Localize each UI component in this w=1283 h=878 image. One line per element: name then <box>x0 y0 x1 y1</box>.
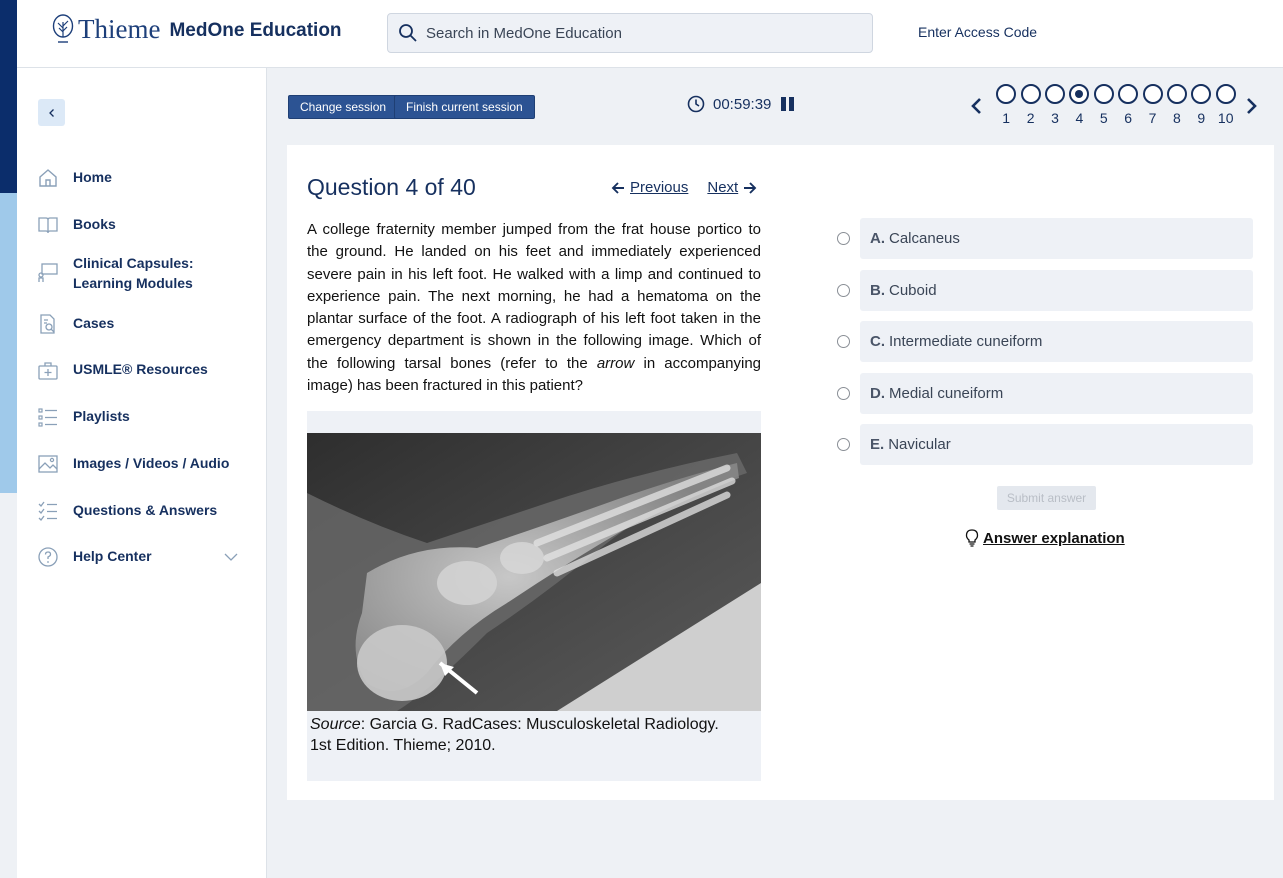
sidebar-item-label: Books <box>73 216 116 232</box>
pager-circle <box>996 84 1016 104</box>
answer-option-box[interactable] <box>860 321 1253 362</box>
pager-question-6[interactable] <box>1116 84 1140 126</box>
radio-button[interactable] <box>837 232 850 245</box>
radio-button[interactable] <box>837 335 850 348</box>
sidebar-item-label: Playlists <box>73 408 130 424</box>
pager-question-9[interactable] <box>1189 84 1213 126</box>
question-navigation <box>610 179 758 196</box>
answer-option-box[interactable] <box>860 270 1253 311</box>
answer-option-d[interactable] <box>837 373 1253 414</box>
sidebar-item-home[interactable] <box>37 167 247 189</box>
pager-circle <box>1167 84 1187 104</box>
pager-question-5[interactable] <box>1092 84 1116 126</box>
pager-circle <box>1045 84 1065 104</box>
tree-logo-icon <box>52 14 74 44</box>
radiograph-drawing <box>307 433 761 711</box>
option-text: Navicular <box>888 436 951 453</box>
change-session-button[interactable]: Change session <box>288 95 398 119</box>
question-pager <box>968 84 1260 126</box>
finish-session-button[interactable]: Finish current session <box>394 95 535 119</box>
answer-explanation-link[interactable] <box>965 529 1125 547</box>
radio-button[interactable] <box>837 387 850 400</box>
pager-number: 4 <box>1075 110 1084 126</box>
pager-number: 9 <box>1197 110 1206 126</box>
answer-option-box[interactable] <box>860 373 1253 414</box>
option-text: Medial cuneiform <box>889 385 1004 402</box>
sidebar-item-clinical-capsules[interactable] <box>37 253 247 293</box>
question-figure <box>307 411 761 781</box>
chevron-left-icon <box>47 108 57 118</box>
pager-question-10[interactable] <box>1214 84 1238 126</box>
pager-circle-current <box>1069 84 1089 104</box>
session-timer <box>687 95 795 113</box>
radio-button[interactable] <box>837 438 850 451</box>
accent-bar-light <box>0 193 17 493</box>
option-text: Cuboid <box>889 282 937 299</box>
pager-circle <box>1143 84 1163 104</box>
sidebar-item-label: Images / Videos / Audio <box>73 455 230 471</box>
pager-circle <box>1118 84 1138 104</box>
pager-question-8[interactable] <box>1165 84 1189 126</box>
question-title: Question 4 of 40 <box>307 174 476 200</box>
answer-option-b[interactable] <box>837 270 1253 311</box>
checklist-icon <box>37 500 59 522</box>
sidebar-item-label: Cases <box>73 315 115 331</box>
next-question-link[interactable] <box>707 179 758 196</box>
chevron-right-icon[interactable] <box>1242 96 1260 116</box>
pager-question-3[interactable] <box>1043 84 1067 126</box>
list-icon <box>37 406 59 428</box>
thieme-logo[interactable] <box>52 14 342 44</box>
question-card <box>287 145 1274 800</box>
previous-label: Previous <box>630 179 689 196</box>
home-icon <box>37 167 59 189</box>
product-name: MedOne Education <box>169 20 342 41</box>
sidebar-item-playlists[interactable] <box>37 406 247 428</box>
question-stem-part2: in accompanying image) has been fractured in this patient? <box>307 354 762 395</box>
sidebar-item-label: Clinical Capsules: Learning Modules <box>73 255 194 291</box>
figure-caption <box>310 714 719 756</box>
sidebar-item-help-center[interactable] <box>37 546 247 568</box>
pager-question-1[interactable] <box>994 84 1018 126</box>
timer-value: 00:59:39 <box>713 95 772 113</box>
collapse-sidebar-button[interactable] <box>38 99 65 126</box>
pager-number: 2 <box>1026 110 1035 126</box>
pager-number: 3 <box>1051 110 1059 126</box>
pager-number: 1 <box>1002 110 1011 126</box>
pager-number: 8 <box>1173 110 1181 126</box>
sidebar <box>17 68 267 878</box>
sidebar-item-label: Questions & Answers <box>73 502 218 518</box>
image-icon <box>37 453 59 475</box>
option-text: Calcaneus <box>889 230 960 247</box>
answer-option-box[interactable] <box>860 218 1253 259</box>
caption-line-2: 1st Edition. Thieme; 2010. <box>310 737 496 754</box>
search-input[interactable] <box>426 25 846 42</box>
lightbulb-icon <box>965 529 979 547</box>
arrow-right-icon <box>742 180 758 196</box>
answer-explanation-label: Answer explanation <box>983 529 1125 547</box>
pager-question-2[interactable] <box>1018 84 1042 126</box>
sidebar-item-books[interactable] <box>37 214 247 236</box>
option-letter: D. <box>870 385 885 402</box>
top-header <box>0 0 1283 68</box>
sidebar-item-usmle[interactable] <box>37 359 247 381</box>
question-stem-part1: A college fraternity member jumped from the frat house portico to the ground. He landed on his feet and immediately experienced severe pain in his left foot. He walked with a limp and continued to experience pain. The next morning, he had a hematoma on the plantar surface of the foot. A radiograph of his left foot taken in the emergency department is shown in the following image. Which of the following tarsal bones (refer to the <box>307 221 761 372</box>
arrow-left-icon <box>610 180 626 196</box>
sidebar-item-label: Home <box>73 169 112 185</box>
medical-kit-icon <box>37 359 59 381</box>
foot-radiograph-image[interactable] <box>307 433 761 711</box>
search-icon <box>398 23 418 43</box>
sidebar-item-label: USMLE® Resources <box>73 361 208 377</box>
pager-number: 6 <box>1124 110 1133 126</box>
answer-option-box[interactable] <box>860 424 1253 465</box>
pager-circle <box>1191 84 1211 104</box>
pager-question-7[interactable] <box>1140 84 1164 126</box>
sidebar-item-cases[interactable] <box>37 313 247 335</box>
radio-button[interactable] <box>837 284 850 297</box>
option-letter: C. <box>870 333 885 350</box>
option-letter: E. <box>870 436 885 453</box>
enter-access-code-link[interactable]: Enter Access Code <box>918 24 1038 40</box>
chevron-down-icon[interactable] <box>223 549 239 565</box>
chevron-left-icon[interactable] <box>968 96 986 116</box>
presentation-icon <box>37 261 59 283</box>
question-stem-emphasis: arrow <box>596 354 635 372</box>
accent-bar-dark <box>0 0 17 193</box>
pager-question-4[interactable] <box>1067 84 1091 126</box>
sidebar-item-label: Help Center <box>73 548 152 564</box>
pager-number: 5 <box>1099 110 1108 126</box>
answer-option-e[interactable] <box>837 424 1253 465</box>
sidebar-item-questions-answers[interactable] <box>37 500 247 522</box>
pager-circle <box>1216 84 1236 104</box>
case-file-icon <box>37 313 59 335</box>
pager-number: 7 <box>1148 110 1157 126</box>
option-text: Intermediate cuneiform <box>889 333 1043 350</box>
help-icon <box>37 546 59 568</box>
caption-source-label: Source <box>310 716 361 733</box>
pager-circle <box>1021 84 1041 104</box>
sidebar-item-media[interactable] <box>37 453 247 475</box>
option-letter: B. <box>870 282 885 299</box>
option-letter: A. <box>870 230 885 247</box>
pager-circle <box>1094 84 1114 104</box>
pause-icon[interactable] <box>780 96 795 112</box>
caption-text: : Garcia G. RadCases: Musculoskeletal Radiology. <box>360 716 719 733</box>
search-box[interactable] <box>387 13 873 53</box>
question-stem <box>307 219 761 397</box>
answer-option-c[interactable] <box>837 321 1253 362</box>
answer-option-a[interactable] <box>837 218 1253 259</box>
previous-question-link[interactable] <box>610 179 688 196</box>
clock-icon <box>687 95 705 113</box>
next-label: Next <box>707 179 739 196</box>
submit-answer-button[interactable]: Submit answer <box>997 486 1096 510</box>
pager-number: 10 <box>1217 110 1234 126</box>
brand-name: Thieme <box>78 14 161 44</box>
book-icon <box>37 214 59 236</box>
